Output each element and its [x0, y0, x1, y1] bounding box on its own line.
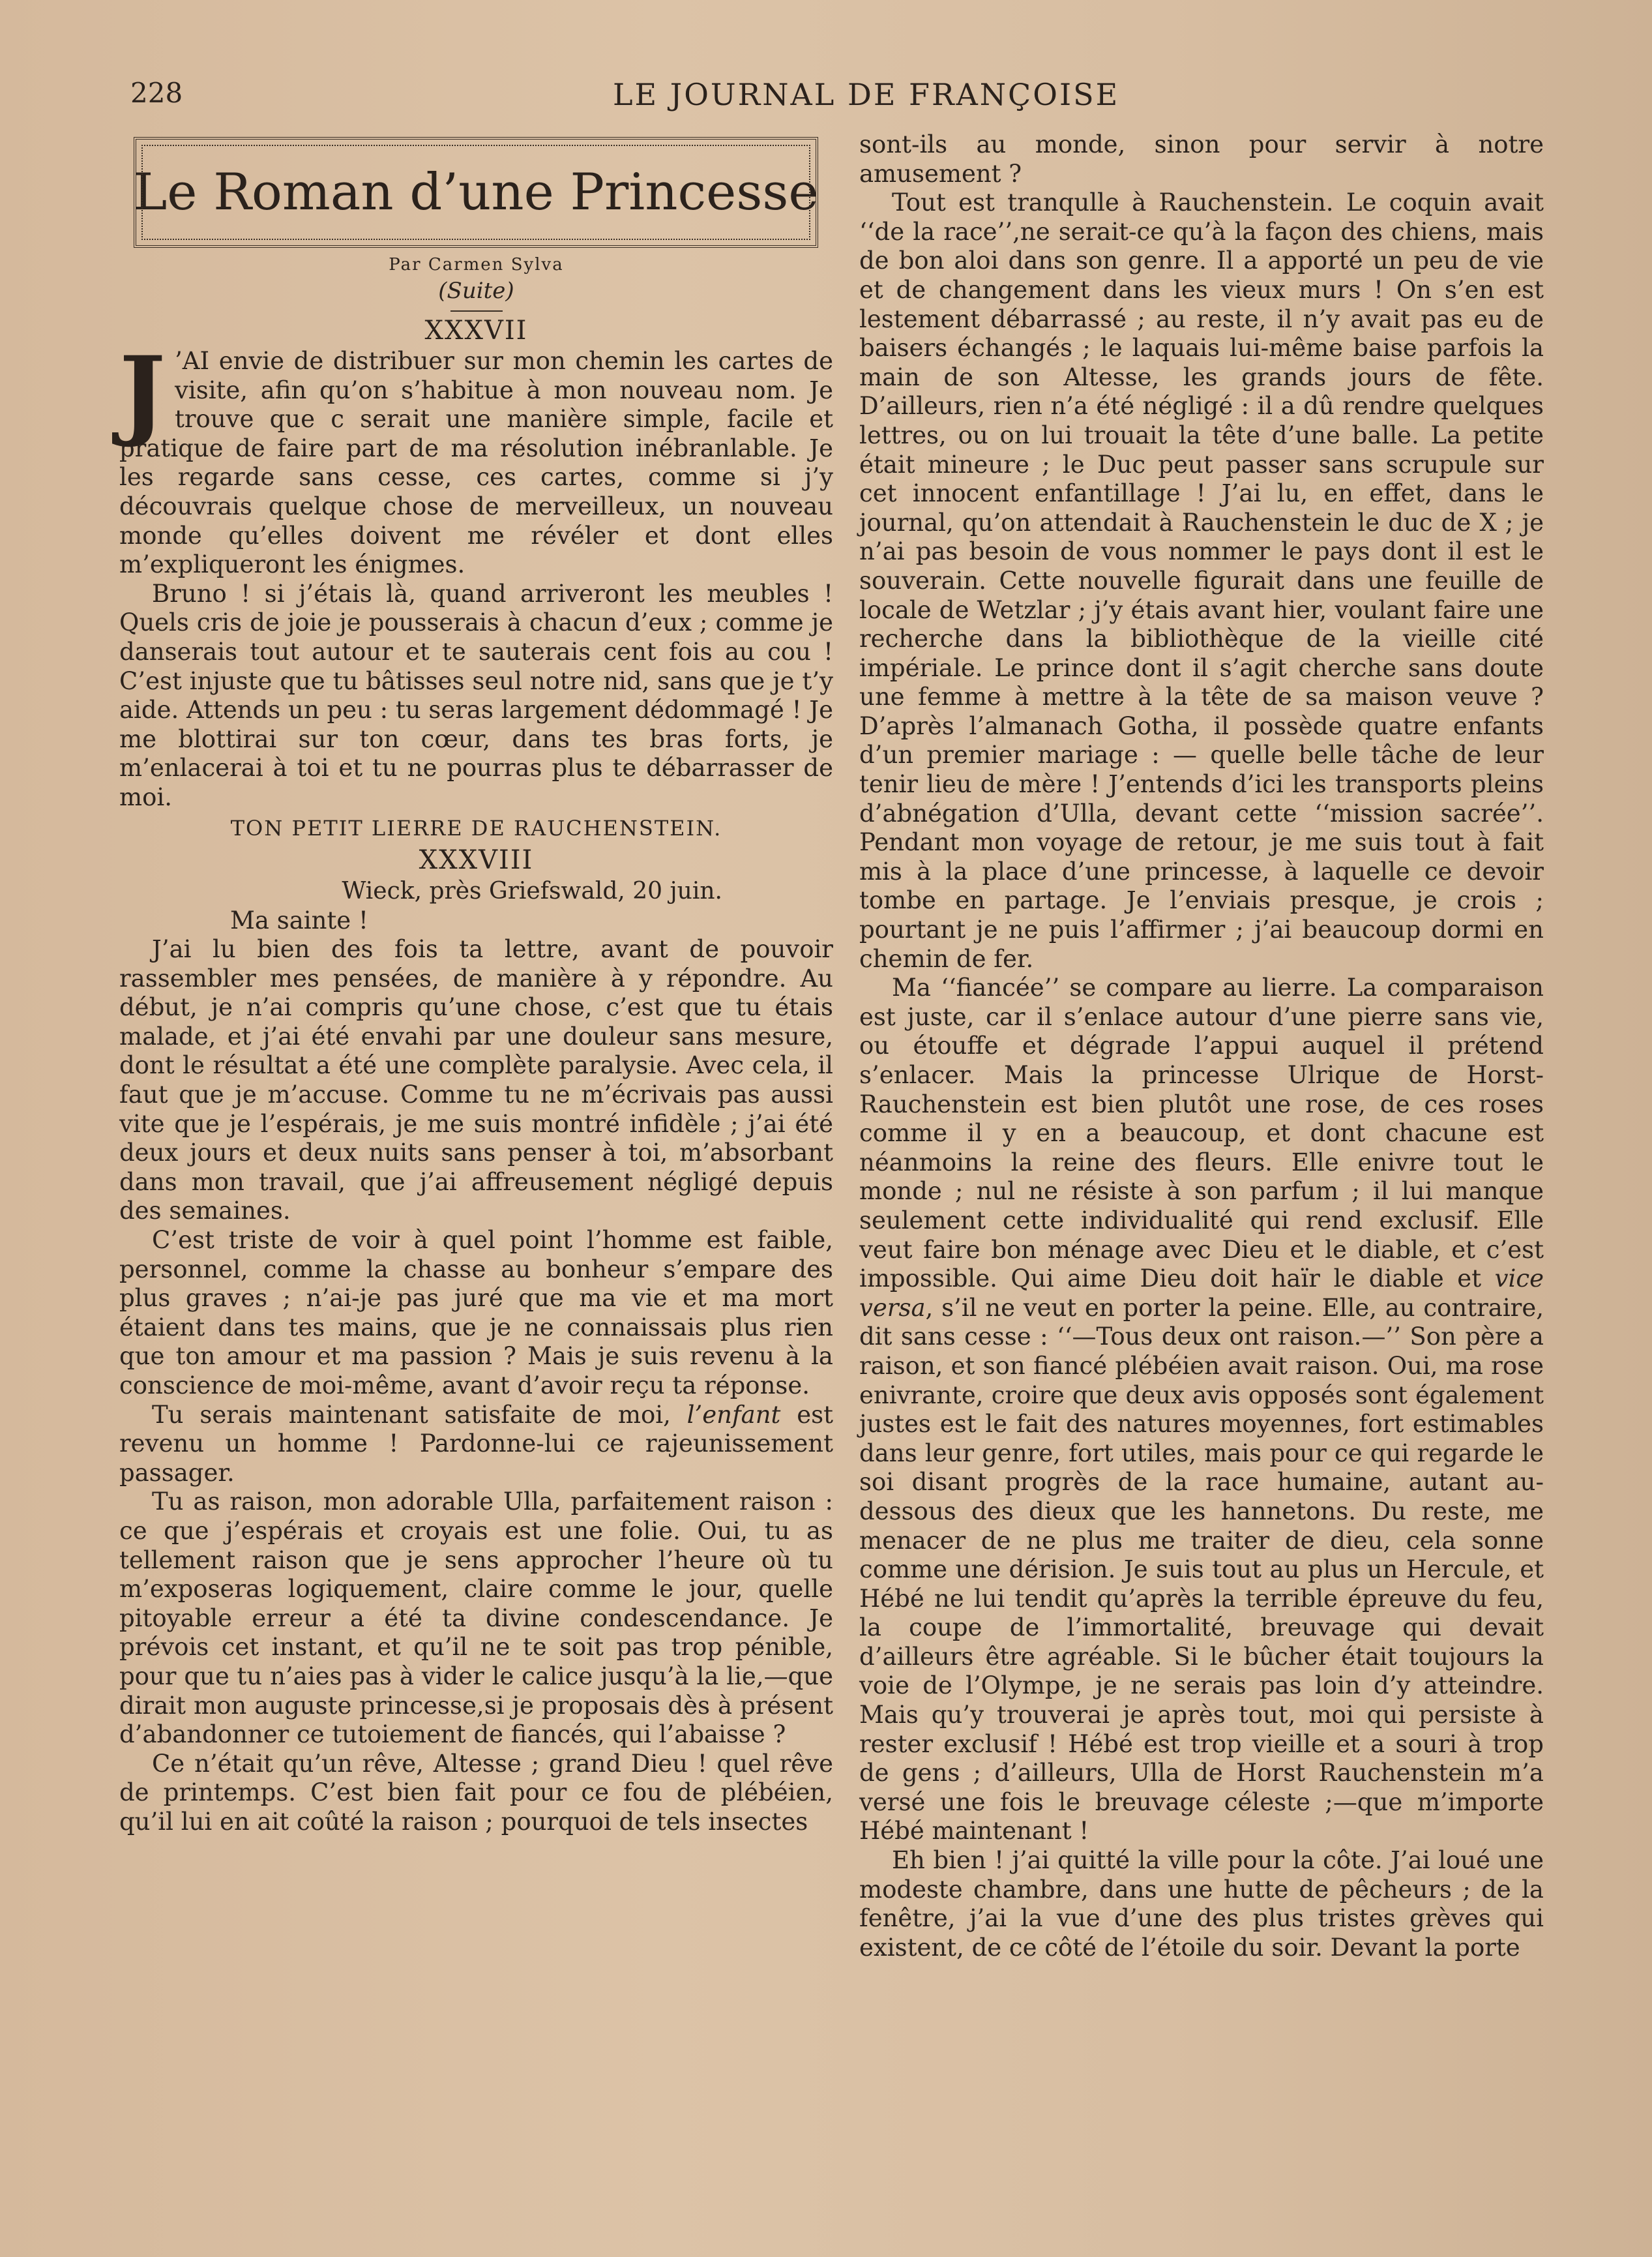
- paragraph: Eh bien ! j’ai quitté la ville pour la côte. J’ai loué une modeste chambre, dans une hutte de pêcheurs ; de la fenêtre, j’ai la vue d’une des plus tristes grèves qui existent, de ce côté de l’étoile du soir. Devant la porte: [859, 1846, 1544, 1962]
- suite-label: (Suite): [438, 278, 514, 304]
- italic-text: vice versa: [859, 1264, 1544, 1322]
- dateline: Wieck, près Griefswald, 20 juin.: [342, 877, 722, 904]
- italic-text: l’enfant: [686, 1400, 781, 1429]
- byline: Par Carmen Sylva: [389, 255, 564, 275]
- paragraph: C’est triste de voir à quel point l’homme est faible, personnel, comme la chasse au bonheur s’empare des plus graves ; n’ai-je pas juré que ma vie et ma mort étaient dans tes mains, que je ne connaissais plus rien que ton amour et ma passion ? Mais je suis revenu à la conscience de moi-même, avant d’avoir reçu ta réponse.: [119, 1226, 833, 1399]
- paragraph-text: ’AI envie de distribuer sur mon chemin les cartes de visite, afin qu’on s’habitue à mon nouveau nom. Je trouve que c serait une manière simple, facile et pratique de faire part de ma résolution inébranlable. Je les regarde sans cesse, ces cartes, comme si j’y découvrais quelque chose de merveilleux, un nouveau monde qu’elles doivent me révéler et dont elles m’expliqueront les énigmes.: [119, 347, 833, 579]
- paragraph-text: , s’il ne veut en porter la peine. Elle, au contraire, dit sans cesse : ‘‘—Tous deux ont raison.—’’ Son père a raison, et son fiancé plébéien avait raison. Oui, ma rose enivrante, croire que deux avis opposés sont également justes est le fait des natures moyennes, fort estimables dans leur genre, fort utiles, mais pour ce qui regarde le soi disant progrès de la race humaine, autant au-dessous des dieux que les hannetons. Du reste, me menacer de ne plus me traiter de dieu, cela sonne comme une dérision. Je suis tout au plus un Hercule, et Hébé ne lui tendit qu’après la terrible épreuve du feu, la coupe de l’immortalité, breuvage qui devait d’ailleurs être agréable. Si le bûcher était toujours la voie de l’Olympe, je ne serais pas loin d’y atteindre. Mais qu’y trouverai je après tout, moi qui persiste à rester exclusif ! Hébé est trop vieille et a souri à trop de gens ; d’ailleurs, Ulla de Horst Rauchenstein m’a versé une fois le breuvage céleste ;—que m’importe Hébé maintenant !: [859, 1293, 1544, 1846]
- paragraph: Bruno ! si j’étais là, quand arriveront les meubles ! Quels cris de joie je pousserais à chacun d’eux ; comme je danserais tout autour et te sauterais cent fois au cou ! C’est injuste que tu bâtisses seul notre nid, sans que je t’y aide. Attends un peu : tu seras largement dédommagé ! Je me blottirai sur ton cœur, dans tes bras forts, je m’enlacerai à toi et tu ne pourras plus te débarrasser de moi.: [119, 579, 833, 811]
- paragraph-text: Ma ‘‘fiancée’’ se compare au lierre. La comparaison est juste, car il s’enlace autour d’une pierre sans vie, ou étouffe et dégrade l’appui auquel il prétend s’enlacer. Mais la princesse Ulrique de Horst-Rauchenstein est bien plutôt une rose, de ces roses comme il y en a beaucoup, et dont chacune est néanmoins la reine des fleurs. Elle enivre tout le monde ; nul ne résiste à son parfum ; il lui manque seulement cette individualité qui rend exclusif. Elle veut faire bon ménage avec Dieu et le diable, et c’est impossible. Qui aime Dieu doit haïr le diable et: [859, 974, 1544, 1293]
- title-frame: [134, 137, 818, 248]
- divider: [450, 310, 503, 312]
- left-column: [119, 137, 833, 1837]
- paragraph: [119, 1401, 833, 1488]
- page-header: [130, 77, 1567, 123]
- salutation: Ma sainte !: [230, 906, 368, 934]
- page-number: 228: [130, 77, 183, 109]
- letter-signature: TON PETIT LIERRE DE RAUCHENSTEIN.: [230, 815, 722, 841]
- right-column: [859, 130, 1544, 1962]
- paragraph: [119, 335, 833, 580]
- paragraph-text: Tu serais maintenant satisfaite de moi,: [152, 1400, 687, 1429]
- chapter-heading-37: XXXVII: [424, 316, 528, 346]
- paragraph: [859, 974, 1544, 1846]
- paragraph: Tout est tranqulle à Rauchenstein. Le coquin avait ‘‘de la race’’,ne serait-ce qu’à la façon des chiens, mais de bon aloi dans son genre. Il a apporté un peu de vie et de changement dans les vieux murs ! On s’en est lestement débarrassé ; au reste, il n’y avait pas eu de baisers échangés ; le laquais lui-même baise parfois la main de son Altesse, les grands jours de fête. D’ailleurs, rien n’a été négligé : il a dû rendre quelques lettres, ou on lui trouait la tête d’une balle. La petite était mineure ; le Duc peut passer sans scrupule sur cet innocent enfantillage ! J’ai lu, en effet, dans le journal, qu’on attendait à Rauchenstein le duc de X ; je n’ai pas besoin de vous nommer le pays dont il est le souverain. Cette nouvelle figurait dans une feuille de locale de Wetzlar ; j’y étais avant hier, voulant faire une recherche dans la bibliothèque de la vieille cité impériale. Le prince dont il s’agit cherche sans doute une femme à mettre à la tête de sa maison veuve ? D’après l’almanach Gotha, il possède quatre enfants d’un premier mariage : — quelle belle tâche de leur tenir lieu de mère ! J’entends d’ici les transports pleins d’abnégation d’Ulla, devant cette ‘‘mission sacrée’’. Pendant mon voyage de retour, je me suis tout à fait mis à la place d’une princesse, à laquelle ce devoir tombe en partage. Je l’enviais presque, je crois ; pourtant je ne puis l’affirmer ; j’ai beaucoup dormi en chemin de fer.: [859, 188, 1544, 973]
- journal-title: LE JOURNAL DE FRANÇOISE: [613, 77, 1120, 112]
- paragraph: Ce n’était qu’un rêve, Altesse ; grand Dieu ! quel rêve de printemps. C’est bien fait pour ce fou de plébéien, qu’il lui en ait coûté la raison ; pourquoi de tels insectes: [119, 1749, 833, 1836]
- paragraph: J’ai lu bien des fois ta lettre, avant de pouvoir rassembler mes pensées, de manière à y répondre. Au début, je n’ai compris qu’une chose, c’est que tu étais malade, et j’ai été envahi par une douleur sans mesure, dont le résultat a été une complète paralysie. Avec cela, il faut que je m’accuse. Comme tu ne m’écrivais pas aussi vite que je l’espérais, je me suis montré infidèle ; j’ai été deux jours et deux nuits sans penser à toi, m’absorbant dans mon travail, que j’ai affreusement négligé depuis des semaines.: [119, 935, 833, 1225]
- paragraph: Tu as raison, mon adorable Ulla, parfaitement raison : ce que j’espérais et croyais est une folie. Oui, tu as tellement raison que je sens approcher l’heure où tu m’exposeras logiquement, claire comme le jour, quelle pitoyable erreur a été ta divine condescendance. Je prévois cet instant, et qu’il ne te soit pas trop pénible, pour que tu n’aies pas à vider le calice jusqu’à la lie,—que dirait mon auguste princesse,si je proposais dès à présent d’abandonner ce tutoiement de fiancés, qui l’abaisse ?: [119, 1487, 833, 1749]
- drop-cap: J: [119, 335, 166, 450]
- article-title: Le Roman d’une Princesse: [133, 163, 819, 222]
- paragraph-text: est revenu un homme ! Pardonne-lui ce rajeunissement passager.: [119, 1400, 834, 1487]
- chapter-heading-38: XXXVIII: [419, 845, 534, 875]
- paragraph: sont-ils au monde, sinon pour servir à notre amusement ?: [859, 130, 1544, 188]
